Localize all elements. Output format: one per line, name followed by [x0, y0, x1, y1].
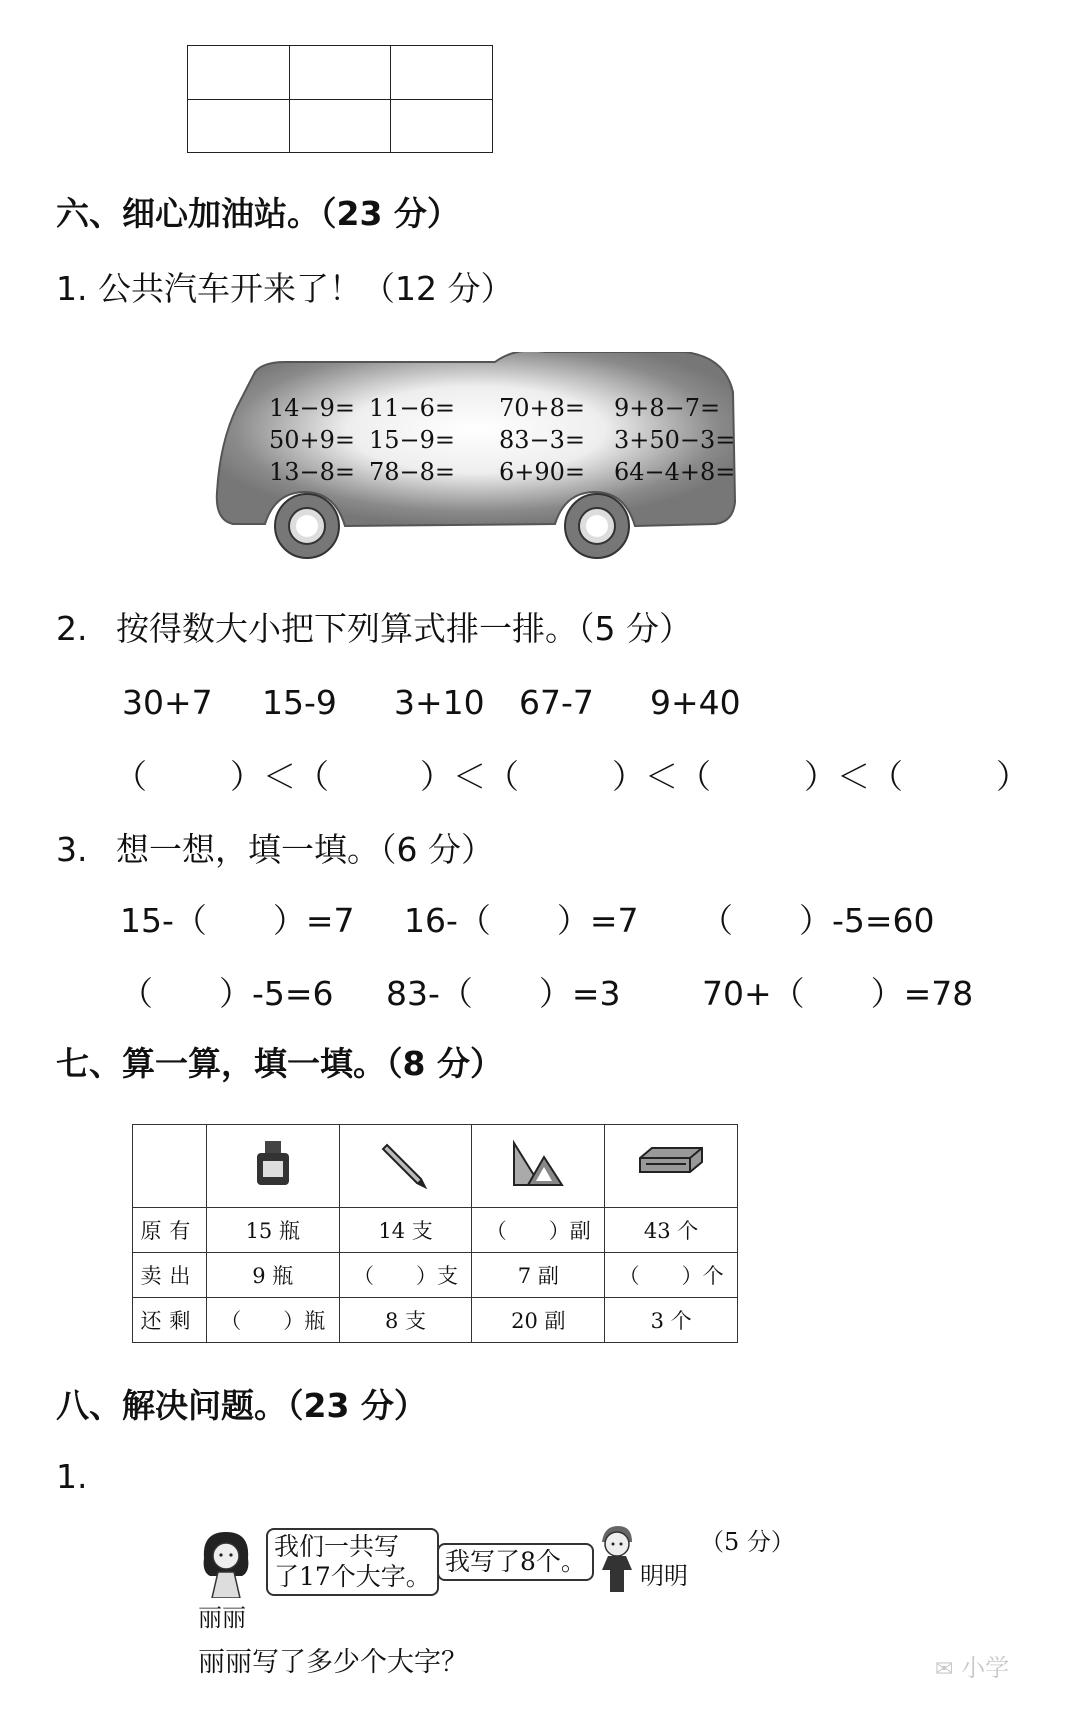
triangle-ruler-cell	[472, 1125, 605, 1208]
bus-expression: 50+9=	[269, 426, 356, 454]
bus-wheel-right	[565, 494, 629, 558]
q2-item: 9+40	[650, 683, 741, 722]
order-paren[interactable]: ）＜（	[804, 757, 903, 796]
row-label: 卖出	[133, 1253, 207, 1298]
table-row	[133, 1208, 738, 1253]
fill-blank-equation[interactable]: （ ）-5=6	[120, 974, 334, 1013]
table-cell-blank[interactable]: （ ）个	[605, 1253, 738, 1298]
grid-cell[interactable]	[391, 99, 493, 153]
section7-title: 七、算一算，填一填。（8 分）	[56, 1044, 503, 1083]
boy-avatar	[594, 1522, 640, 1592]
order-paren: （	[114, 757, 147, 796]
pencil-box-cell	[605, 1125, 738, 1208]
grid-cell[interactable]	[188, 46, 290, 100]
table-cell: 3 个	[605, 1298, 738, 1343]
watermark-text: 小学	[961, 1654, 1010, 1682]
bus-expression: 14−9=	[269, 394, 356, 422]
watermark	[935, 1648, 1009, 1683]
table-cell: 8 支	[339, 1298, 472, 1343]
q2-item: 3+10	[394, 683, 485, 722]
fill-blank-equation[interactable]: 83-（ ）=3	[386, 974, 621, 1013]
empty-answer-grid	[187, 45, 493, 153]
q2-item: 67-7	[519, 683, 594, 722]
fill-blank-equation[interactable]: （ ）-5=60	[700, 901, 935, 940]
table-row	[133, 1298, 738, 1343]
ink-bottle-icon	[253, 1139, 293, 1189]
fill-blank-equation[interactable]: 16-（ ）=7	[404, 901, 639, 940]
q2-item: 15-9	[262, 683, 337, 722]
problem-question: 丽丽写了多少个大字？	[198, 1647, 468, 1678]
bus-wheel-left	[275, 494, 339, 558]
pen-cell	[339, 1125, 472, 1208]
order-paren: ）	[996, 757, 1029, 796]
bus-expression: 6+90=	[499, 458, 586, 486]
table-cell: 20 副	[472, 1298, 605, 1343]
pencil-box-icon	[636, 1144, 706, 1184]
table-cell-blank[interactable]: （ ）副	[472, 1208, 605, 1253]
problem1-number: 1.	[56, 1457, 88, 1496]
table-cell: 14 支	[339, 1208, 472, 1253]
grid-cell[interactable]	[289, 46, 391, 100]
order-paren[interactable]: ）＜（	[420, 757, 519, 796]
table-cell-blank[interactable]: （ ）瓶	[206, 1298, 339, 1343]
grid-cell[interactable]	[188, 99, 290, 153]
sales-table	[132, 1124, 738, 1343]
bus-expression: 78−8=	[369, 458, 456, 486]
table-cell-blank[interactable]: （ ）支	[339, 1253, 472, 1298]
problem-score: （5 分）	[700, 1528, 795, 1556]
table-cell: 9 瓶	[206, 1253, 339, 1298]
bus-expression: 64−4+8=	[614, 458, 736, 486]
girl-avatar	[198, 1528, 254, 1598]
order-paren[interactable]: ）＜（	[612, 757, 711, 796]
bus-icon	[215, 352, 755, 562]
row-label: 还剩	[133, 1298, 207, 1343]
grid-cell[interactable]	[391, 46, 493, 100]
q2-item: 30+7	[122, 683, 213, 722]
table-corner-cell	[133, 1125, 207, 1208]
speech-bubble-right: 我写了8个。	[437, 1543, 594, 1581]
table-cell: 7 副	[472, 1253, 605, 1298]
table-cell: 43 个	[605, 1208, 738, 1253]
fill-blank-equation[interactable]: 70+（ ）=78	[702, 974, 974, 1013]
bus-expression: 83−3=	[499, 426, 586, 454]
fill-blank-equation[interactable]: 15-（ ）=7	[120, 901, 355, 940]
bus-expression: 70+8=	[499, 394, 586, 422]
table-cell: 15 瓶	[206, 1208, 339, 1253]
bus-expression: 13−8=	[269, 458, 356, 486]
order-paren[interactable]: ）＜（	[230, 757, 329, 796]
triangle-ruler-icon	[510, 1139, 566, 1189]
table-row	[133, 1253, 738, 1298]
q3-number: 3.	[56, 830, 88, 869]
girl-name-label: 丽丽	[198, 1604, 246, 1632]
bus-expression: 9+8−7=	[614, 394, 721, 422]
grid-cell[interactable]	[289, 99, 391, 153]
row-label: 原有	[133, 1208, 207, 1253]
bus-illustration	[215, 352, 755, 562]
q2-text: 按得数大小把下列算式排一排。（5 分）	[116, 609, 692, 648]
section8-title: 八、解决问题。（23 分）	[56, 1386, 427, 1425]
pen-icon	[381, 1139, 431, 1189]
bus-expression: 15−9=	[369, 426, 456, 454]
bus-expression: 11−6=	[369, 394, 456, 422]
q3-text: 想一想，填一填。（6 分）	[116, 830, 494, 869]
ink-bottle-cell	[206, 1125, 339, 1208]
speech-bubble-left: 我们一共写 了17个大字。	[266, 1528, 439, 1596]
boy-name-label: 明明	[640, 1562, 688, 1590]
bus-expression: 3+50−3=	[614, 426, 736, 454]
section6-title: 六、细心加油站。（23 分）	[56, 194, 460, 233]
q2-number: 2.	[56, 609, 88, 648]
wechat-icon: ✉	[935, 1657, 954, 1682]
q1-title: 1. 公共汽车开来了！（12 分）	[56, 269, 514, 308]
